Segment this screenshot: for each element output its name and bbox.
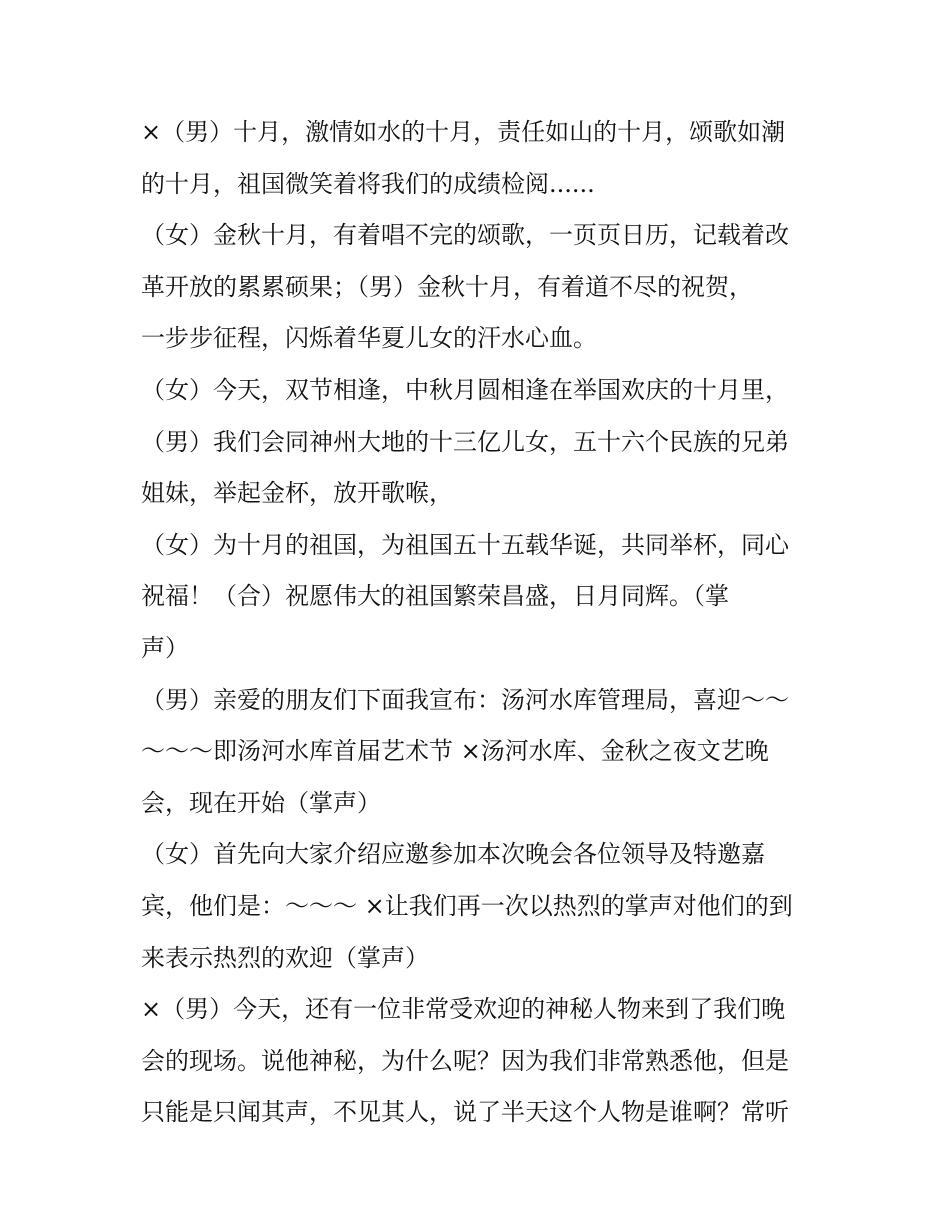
text-line: 姐妹，举起金杯，放开歌喉， (141, 479, 453, 508)
text-line: （女）今天，双节相逢，中秋月圆相逢在举国欢庆的十月里， (141, 375, 789, 404)
text-line: 革开放的累累硕果；（男）金秋十月，有着道不尽的祝贺， (141, 272, 753, 301)
text-line: ×（男）十月，激情如水的十月，责任如山的十月，颂歌如潮 (141, 118, 786, 146)
text-line: （女）金秋十月，有着唱不完的颂歌，一页页日历，记载着改 (141, 221, 789, 250)
text-line: ×（男）今天，还有一位非常受欢迎的神秘人物来到了我们晚 (141, 995, 786, 1024)
text-line: 来表示热烈的欢迎（掌声） (141, 943, 429, 972)
text-line: 声） (141, 633, 189, 662)
text-line: 一步步征程，闪烁着华夏儿女的汗水心血。 (141, 324, 597, 353)
text-line: 只能是只闻其声，不见其人，说了半天这个人物是谁啊？常听 (141, 1098, 789, 1127)
text-line: 祝福！（合）祝愿伟大的祖国繁荣昌盛，日月同辉。（掌 (141, 582, 729, 611)
text-line: 会，现在开始（掌声） (141, 788, 381, 817)
text-line: 会的现场。说他神秘，为什么呢？因为我们非常熟悉他，但是 (141, 1046, 789, 1075)
text-line: ～～～即汤河水库首届艺术节 ×汤河水库、金秋之夜文艺晚 (141, 737, 769, 766)
text-line: 宾，他们是：～～～ ×让我们再一次以热烈的掌声对他们的到 (141, 891, 793, 920)
text-line: 的十月，祖国微笑着将我们的成绩检阅...... (141, 169, 595, 198)
text-line: （女）首先向大家介绍应邀参加本次晚会各位领导及特邀嘉 (141, 840, 765, 869)
text-line: （女）为十月的祖国，为祖国五十五载华诞，共同举杯，同心 (141, 530, 789, 559)
document-body (141, 107, 821, 1139)
text-line: （男）亲爱的朋友们下面我宣布：汤河水库管理局，喜迎～～ (141, 685, 789, 714)
text-line: （男）我们会同神州大地的十三亿儿女，五十六个民族的兄弟 (141, 427, 789, 456)
